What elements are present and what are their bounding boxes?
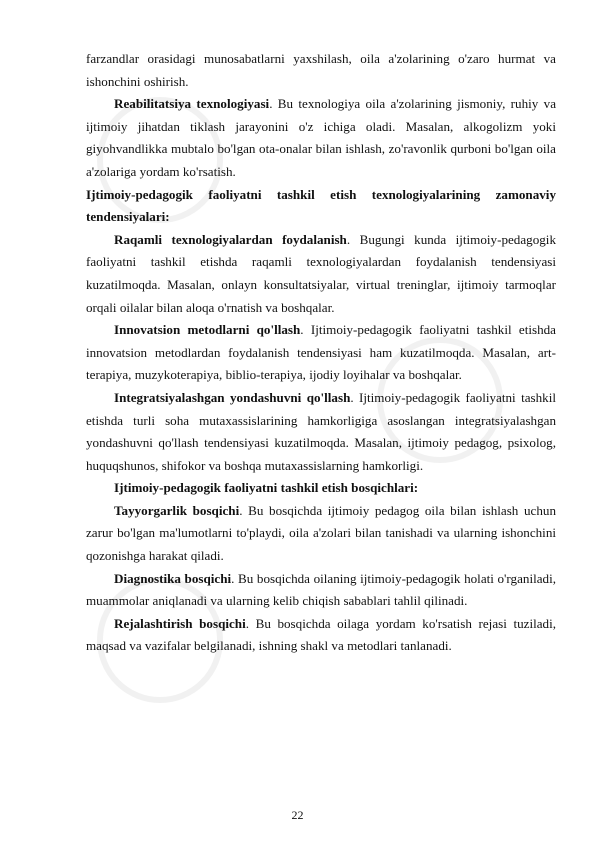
page-content — [86, 48, 556, 658]
page-number: 22 — [291, 808, 304, 822]
paragraph-4-lead: Raqamli texnologiyalardan foydalanish — [114, 231, 347, 247]
heading-stages-text: Ijtimoiy-pedagogik faoliyatni tashkil etish bosqichlari: — [114, 480, 419, 496]
paragraph-1-text: farzandlar orasidagi munosabatlarni yaxshilash, oila a'zolarining o'zaro hurmat va ishonchini oshirish. — [86, 51, 556, 89]
heading-trends-text: Ijtimoiy-pedagogik faoliyatni tashkil etish texnologiyalarining zamonaviy tendensiyalari: — [86, 186, 556, 225]
paragraph-preparation — [86, 500, 556, 568]
paragraph-digital — [86, 229, 556, 319]
paragraph-5-text: . Ijtimoiy-pedagogik faoliyatni tashkil etishda innovatsion metodlardan foydalanish tendensiyasi ham kuzatilmoqda. Masalan, art-terapiya, muzykoterapiya, biblio-terapiya, ijodiy loyihalar va boshqalar. — [86, 322, 556, 383]
paragraph-innovative — [86, 319, 556, 387]
paragraph-9-text: . Bu bosqichda oilaning ijtimoiy-pedagogik holati o'rganiladi, muammolar aniqlanadi va ularning kelib chiqish sabablari tahlil qilinadi. — [86, 570, 556, 609]
section-heading-stages — [86, 477, 556, 500]
paragraph-10-text: . Bu bosqichda oilaga yordam ko'rsatish rejasi tuziladi, maqsad va vazifalar belgilanadi, ishning shakl va metodlari tanlanadi. — [86, 615, 556, 654]
paragraph-planning — [86, 613, 556, 658]
paragraph-1 — [86, 48, 556, 93]
paragraph-diagnostics — [86, 568, 556, 613]
paragraph-6-text: . Ijtimoiy-pedagogik faoliyatni tashkil etishda turli soha mutaxassislarining hamkorligiga asoslangan integratsiyalashgan yondashuvni qo'llash tendensiyasi kuzatilmoqda. Masalan, ijtimoiy pedagog, psixolog, huquqshunos, shifokor va boshqa mutaxassislarning hamkorligi. — [86, 389, 556, 473]
paragraph-8-lead: Tayyorgarlik bosqichi — [114, 502, 240, 518]
paragraph-rehabilitation — [86, 93, 556, 183]
paragraph-10-lead: Rejalashtirish bosqichi — [114, 615, 246, 631]
paragraph-9-lead: Diagnostika bosqichi — [114, 570, 232, 586]
paragraph-4-text: . Bugungi kunda ijtimoiy-pedagogik faoliyatni tashkil etishda raqamli texnologiyalardan foydalanish tendensiyasi kuzatilmoqda. Masalan, onlayn konsultatsiyalar, virtual treninglar, ijtimoiy tarmoqlar orqali oilalar bilan aloqa o'rnatish va boshqalar. — [86, 231, 556, 315]
paragraph-5-lead: Innovatsion metodlarni qo'llash — [114, 322, 301, 338]
paragraph-2-lead: Reabilitatsiya texnologiyasi — [114, 96, 270, 112]
section-heading-trends — [86, 184, 556, 229]
paragraph-integrated — [86, 387, 556, 477]
paragraph-2-text: . Bu texnologiya oila a'zolarining jismoniy, ruhiy va ijtimoiy jihatdan tiklash jarayonini o'z ichiga oladi. Masalan, alkogolizm yoki giyohvandlikka mubtalo bo'lgan ota-onalar bilan ishlash, zo'ravonlik qurboni bo'lgan oila a'zolariga yordam ko'rsatish. — [86, 96, 557, 179]
paragraph-6-lead: Integratsiyalashgan yondashuvni qo'llash — [114, 389, 351, 405]
paragraph-8-text: . Bu bosqichda ijtimoiy pedagog oila bilan ishlash uchun zarur bo'lgan ma'lumotlarni to'playdi, oila a'zolari bilan tanishadi va ularning ishonchini qozonishga harakat qiladi. — [86, 502, 556, 564]
